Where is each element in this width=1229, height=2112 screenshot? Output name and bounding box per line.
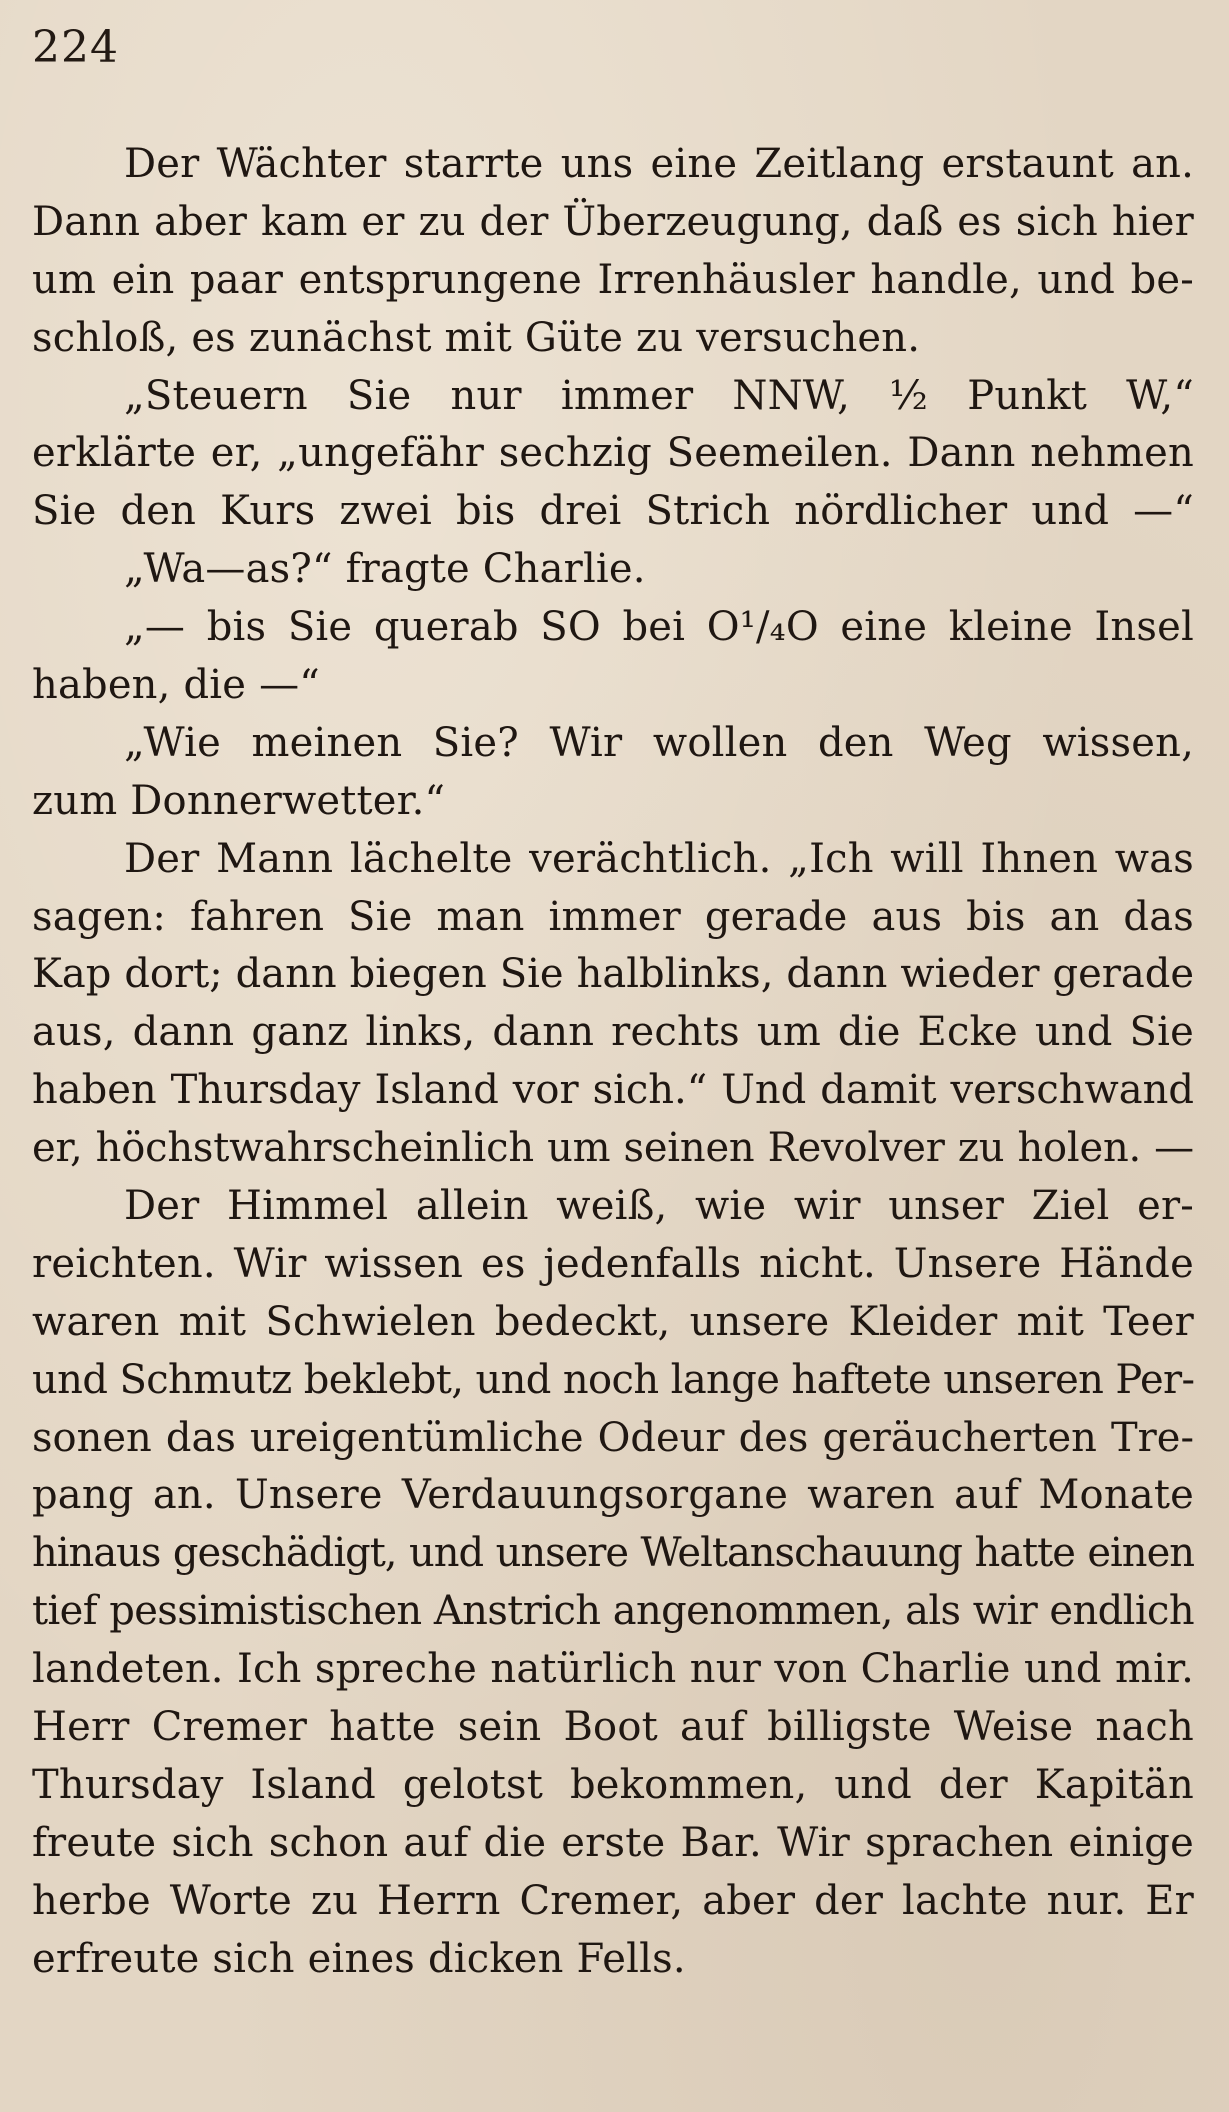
text-line: landeten. Ich spreche natürlich nur von Charlie und mir. xyxy=(32,1646,1194,1693)
text-line: „— bis Sie querab SO bei O¹/₄O eine kleine Insel xyxy=(124,604,1194,651)
text-line: zum Donnerwetter.“ xyxy=(32,777,446,824)
text-line: herbe Worte zu Herrn Cremer, aber der lachte nur. Er xyxy=(32,1877,1194,1924)
text-line: hinaus geschädigt, und unsere Weltanschauung hatte einen xyxy=(32,1530,1194,1577)
text-line: erfreute sich eines dicken Fells. xyxy=(32,1935,686,1982)
text-line: haben, die —“ xyxy=(32,662,320,709)
text-line: sagen: fahren Sie man immer gerade aus bis an das xyxy=(32,893,1194,940)
text-line: „Wie meinen Sie? Wir wollen den Weg wissen, xyxy=(124,719,1194,766)
text-line: er, höchstwahrscheinlich um seinen Revolver zu holen. — xyxy=(32,1125,1194,1172)
text-line: haben Thursday Island vor sich.“ Und damit verschwand xyxy=(32,1067,1194,1114)
text-line: tief pessimistischen Anstrich angenommen, als wir endlich xyxy=(32,1588,1194,1635)
text-line: erklärte er, „ungefähr sechzig Seemeilen. Dann nehmen xyxy=(32,430,1194,477)
page-number: 224 xyxy=(32,22,119,73)
text-line: waren mit Schwielen bedeckt, unsere Kleider mit Teer xyxy=(32,1298,1194,1345)
text-line: Sie den Kurs zwei bis drei Strich nördlicher und —“ xyxy=(32,488,1194,535)
text-line: Der Wächter starrte uns eine Zeitlang erstaunt an. xyxy=(124,141,1194,187)
text-line: Dann aber kam er zu der Überzeugung, daß es sich hier xyxy=(32,198,1194,245)
text-line: Herr Cremer hatte sein Boot auf billigste Weise nach xyxy=(32,1704,1194,1751)
text-line: Kap dort; dann biegen Sie halblinks, dann wieder gerade xyxy=(32,951,1194,998)
text-line: Der Mann lächelte verächtlich. „Ich will Ihnen was xyxy=(124,835,1194,882)
text-line: reichten. Wir wissen es jedenfalls nicht. Unsere Hände xyxy=(32,1240,1194,1287)
text-line: und Schmutz beklebt, und noch lange haftete unseren Per- xyxy=(32,1356,1195,1403)
text-line: Thursday Island gelotst bekommen, und der Kapitän xyxy=(32,1761,1194,1808)
body-text xyxy=(32,136,1194,1989)
text-line: aus, dann ganz links, dann rechts um die Ecke und Sie xyxy=(32,1009,1194,1056)
text-line: um ein paar entsprungene Irrenhäusler handle, und be- xyxy=(32,256,1194,303)
text-line: „Wa—as?“ fragte Charlie. xyxy=(124,546,646,593)
text-line: schloß, es zunächst mit Güte zu versuchen. xyxy=(32,314,921,361)
text-line: Der Himmel allein weiß, wie wir unser Ziel er- xyxy=(124,1183,1194,1230)
text-line: „Steuern Sie nur immer NNW, ½ Punkt W,“ xyxy=(124,372,1194,419)
text-line: freute sich schon auf die erste Bar. Wir sprachen einige xyxy=(32,1819,1194,1866)
text-line: pang an. Unsere Verdauungsorgane waren auf Monate xyxy=(32,1472,1194,1519)
text-line: sonen das ureigentümliche Odeur des geräucherten Tre- xyxy=(32,1414,1194,1461)
